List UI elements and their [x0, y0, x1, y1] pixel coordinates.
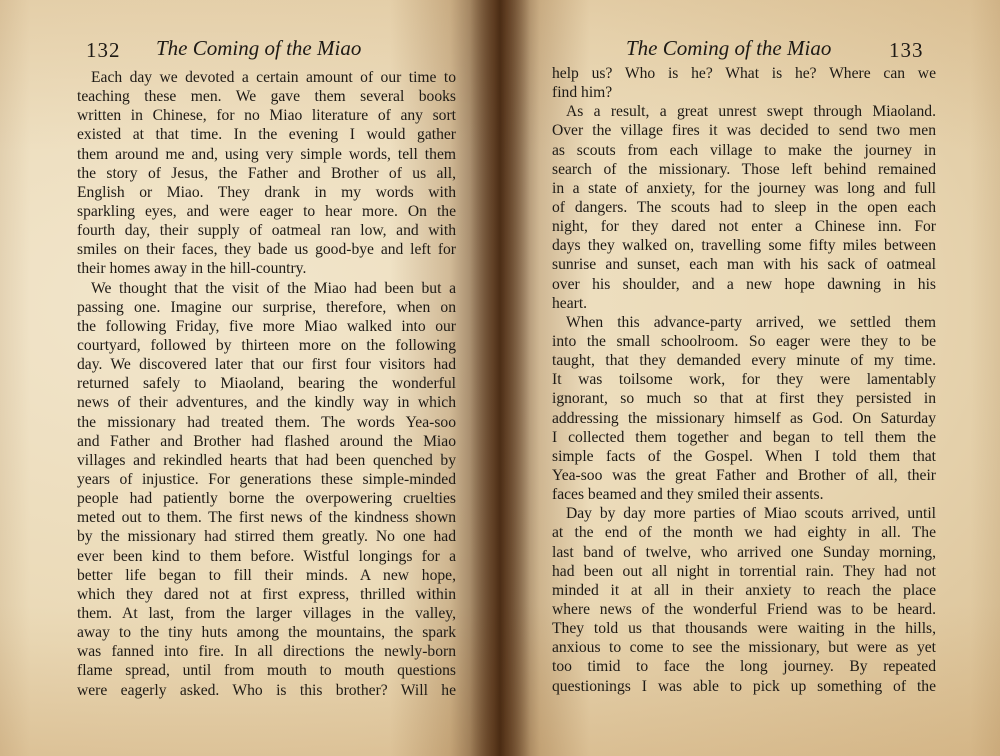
text-line: the missionary had treated them. The words Yea-soo — [77, 413, 456, 431]
text-line: ignorant, so much so that at first they persisted in — [552, 390, 936, 408]
text-line: as scouts from each village to make the journey in — [552, 141, 936, 159]
text-line: was fanned into fire. In all directions the newly-born — [77, 643, 456, 661]
text-line: find him? — [552, 84, 613, 102]
text-line: help us? Who is he? What is he? Where can we — [552, 65, 936, 82]
text-line: better life began to fill their minds. A new hope, — [77, 566, 456, 584]
text-line: the following Friday, five more Miao walked into our — [77, 317, 456, 335]
text-line: people had patiently borne the overpowering cruelties — [77, 490, 456, 508]
page-number: 132 — [86, 38, 121, 62]
running-title: The Coming of the Miao — [156, 36, 362, 60]
right-page-body — [552, 64, 936, 696]
text-line: existed at that time. In the evening I would gather — [77, 126, 456, 144]
text-line: ever been kind to them before. Wistful longings for a — [77, 547, 456, 565]
text-line: sunrise and sunset, each man with his sack of oatmeal — [552, 256, 936, 274]
text-line: them. At last, from the larger villages in the valley, — [77, 604, 456, 622]
text-line: anxious to come to see the missionary, but were as yet — [552, 639, 936, 657]
text-line: fourth day, their supply of oatmeal ran low, and with — [77, 222, 456, 240]
text-line: English or Miao. They drank in my words with — [77, 183, 456, 201]
text-line: too timid to face the long journey. By repeated — [552, 658, 936, 676]
left-page-header — [86, 36, 456, 64]
text-line: their homes away in the hill-country. — [77, 260, 307, 278]
text-line: search of the missionary. Those left behind remained — [552, 160, 936, 178]
text-line: They told us that thousands were waiting in the hills, — [552, 620, 936, 638]
text-line: courtyard, followed by thirteen more on the following — [77, 336, 456, 354]
text-line: were eagerly asked. Who is this brother? Will he — [77, 681, 456, 699]
text-line: of dangers. The scouts had to sleep in the open each — [552, 198, 936, 216]
text-line: meted out to them. The first news of the kindness shown — [77, 509, 456, 527]
text-line: by the missionary had stirred them greatly. No one had — [77, 528, 456, 546]
text-line: last band of twelve, who arrived one Sunday morning, — [552, 543, 936, 561]
text-line: simple facts of the Gospel. When I told them that — [552, 447, 936, 465]
text-line: over his shoulder, and a new hope dawning in his — [552, 275, 936, 293]
text-line: faces beamed and they smiled their assents. — [552, 486, 824, 504]
text-line: them around me and, using very simple words, tell them — [77, 145, 456, 163]
text-line: villages and rekindled hearts that had been quenched by — [77, 451, 456, 469]
text-line: had been out all night in torrential rain. They had not — [552, 562, 936, 580]
text-line: Yea-soo was the great Father and Brother of all, their — [552, 466, 936, 484]
page-number: 133 — [889, 38, 924, 62]
text-line: passing one. Imagine our surprise, therefore, when on — [77, 298, 456, 316]
right-page — [500, 0, 1000, 756]
text-line: taught, that they demanded every minute of my time. — [552, 352, 936, 370]
text-line: night, for they dared not enter a Chinese inn. For — [552, 218, 936, 236]
text-line: away to the tiny huts among the mountains, the spark — [77, 624, 456, 642]
text-line: teaching these men. We gave them several books — [77, 88, 456, 106]
text-line: questionings I was able to pick up something of the — [552, 677, 936, 695]
text-line: minded it at all in their anxiety to reach the place — [552, 581, 936, 599]
text-line: news of their adventures, and the kindly way in which — [77, 394, 456, 412]
text-line: Each day we devoted a certain amount of our time to — [91, 69, 456, 86]
text-line: where news of the wonderful Friend was to be heard. — [552, 600, 936, 618]
text-line: days they walked on, travelling some fifty miles between — [552, 237, 936, 255]
text-line: written in Chinese, for no Miao literature of any sort — [77, 107, 456, 125]
right-page-header — [626, 36, 956, 64]
text-line: day. We discovered later that our first four visitors had — [77, 356, 456, 374]
text-line: heart. — [552, 294, 588, 312]
text-line: It was toilsome work, for they were lamentably — [552, 371, 936, 389]
text-line: smiles on their faces, they bade us good-bye and left for — [77, 241, 456, 259]
text-line: at the end of the month we had eighty in all. The — [552, 524, 936, 542]
text-line: I collected them together and began to tell them the — [552, 428, 936, 446]
text-line: addressing the missionary himself as God. On Saturday — [552, 409, 936, 427]
text-line: When this advance-party arrived, we settled them — [566, 313, 936, 331]
text-line: and Father and Brother had flashed around the Miao — [77, 432, 456, 450]
running-title: The Coming of the Miao — [626, 36, 832, 60]
text-line: the story of Jesus, the Father and Brother of us all, — [77, 164, 456, 182]
text-line: We thought that the visit of the Miao had been but a — [91, 279, 456, 297]
text-line: sparkling eyes, and were eager to hear more. On the — [77, 202, 456, 220]
text-line: in a state of anxiety, for the journey was long and full — [552, 179, 936, 197]
text-line: As a result, a great unrest swept through Miaoland. — [566, 103, 936, 121]
text-line: which they dared not at first express, thrilled within — [77, 585, 456, 603]
book-gutter — [470, 0, 530, 756]
text-line: Over the village fires it was decided to send two men — [552, 122, 936, 140]
text-line: into the small schoolroom. So eager were they to be — [552, 332, 936, 350]
text-line: flame spread, until from mouth to mouth questions — [77, 662, 456, 680]
text-line: returned safely to Miaoland, bearing the wonderful — [77, 375, 456, 393]
text-line: years of injustice. For generations these simple-minded — [77, 470, 456, 488]
left-page-body — [77, 68, 456, 700]
text-line: Day by day more parties of Miao scouts arrived, until — [566, 505, 936, 523]
